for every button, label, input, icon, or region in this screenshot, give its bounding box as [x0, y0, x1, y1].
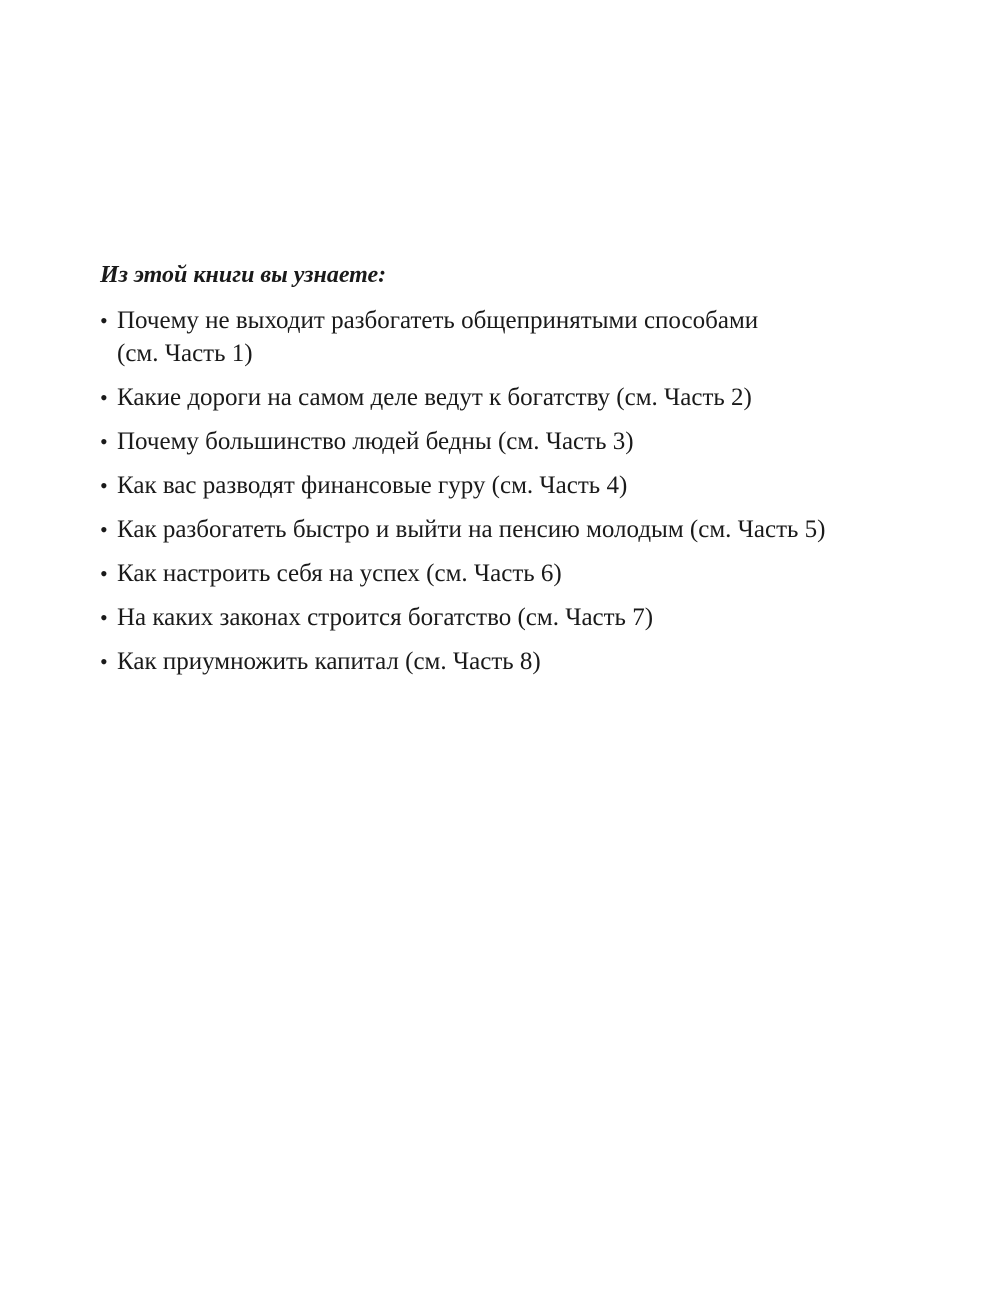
bullet-icon: •	[100, 473, 108, 498]
bullet-icon: •	[100, 517, 108, 542]
list-item-text: Как разбогатеть быстро и выйти на пенсию молодым (см. Часть 5)	[117, 516, 826, 543]
list-item	[100, 513, 880, 546]
list-item	[100, 557, 880, 590]
page-content	[100, 258, 880, 689]
list-item-text: Как приумножить капитал (см. Часть 8)	[117, 648, 541, 675]
bullet-icon: •	[100, 649, 108, 674]
bullet-icon: •	[100, 385, 108, 410]
list-item-text: Почему не выходит разбогатеть общепринятыми способами (см. Часть 1)	[117, 307, 759, 367]
list-item	[100, 469, 880, 502]
topics-list	[100, 304, 880, 678]
list-item	[100, 645, 880, 678]
bullet-icon: •	[100, 308, 108, 333]
list-item	[100, 304, 880, 370]
bullet-icon: •	[100, 429, 108, 454]
list-item	[100, 381, 880, 414]
list-item-text: Какие дороги на самом деле ведут к богатству (см. Часть 2)	[117, 384, 752, 411]
bullet-icon: •	[100, 561, 108, 586]
list-item-text: Как вас разводят финансовые гуру (см. Часть 4)	[117, 472, 628, 499]
list-item	[100, 601, 880, 634]
list-item-text: Как настроить себя на успех (см. Часть 6)	[117, 560, 562, 587]
list-item-text: На каких законах строится богатство (см. Часть 7)	[117, 604, 654, 631]
section-heading: Из этой книги вы узнаете:	[100, 262, 387, 288]
list-item	[100, 425, 880, 458]
list-item-text: Почему большинство людей бедны (см. Часть 3)	[117, 428, 634, 455]
bullet-icon: •	[100, 605, 108, 630]
